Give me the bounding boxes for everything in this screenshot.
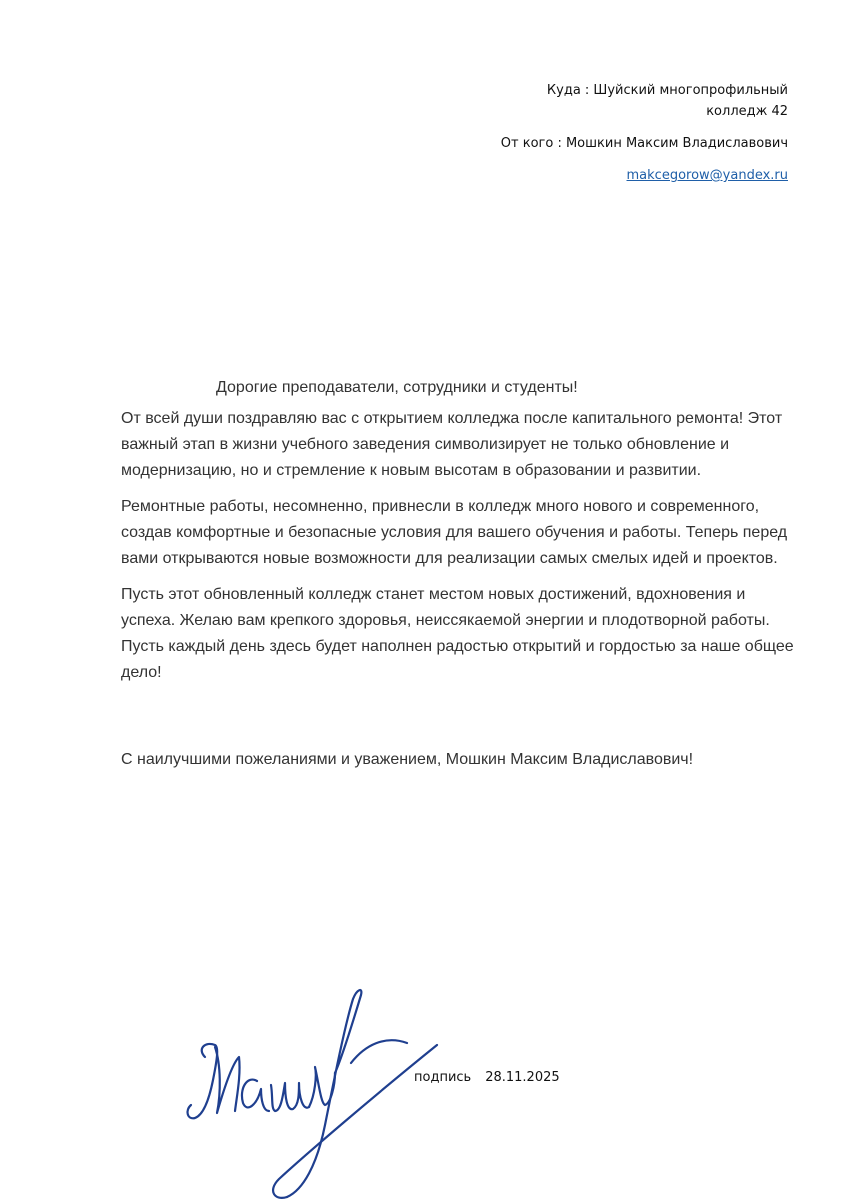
signature-line <box>414 1068 560 1088</box>
body-paragraph-3: Пусть этот обновленный колледж станет местом новых достижений, вдохновения и успеха. Желаю вам крепкого здоровья, неиссякаемой энергии и плодотворной работы. Пусть каждый день здесь будет наполнен радостью открытий и гордостью за наше общее дело! <box>121 586 794 681</box>
recipient-line-2: колледж 42 <box>706 104 788 119</box>
email-link[interactable]: makcegorow@yandex.ru <box>626 168 788 183</box>
signature-date: 28.11.2025 <box>485 1070 560 1085</box>
email-line <box>428 165 788 186</box>
letter-body <box>121 406 801 696</box>
letter-header <box>428 80 788 186</box>
signature-label: подпись <box>414 1070 472 1085</box>
sender-line: От кого : Мошкин Максим Владиславович <box>500 136 788 151</box>
letter-closing: С наилучшими пожеланиями и уважением, Мошкин Максим Владиславович! <box>121 751 694 768</box>
recipient-line-1: Куда : Шуйский многопрофильный <box>546 83 788 98</box>
handwritten-signature <box>175 985 445 1200</box>
body-paragraph-2: Ремонтные работы, несомненно, привнесли в колледж много нового и современного, создав комфортные и безопасные условия для вашего обучения и работы. Теперь перед вами открываются новые возможности для реализации самых смелых идей и проектов. <box>121 498 788 567</box>
letter-greeting: Дорогие преподаватели, сотрудники и студенты! <box>216 379 578 396</box>
body-paragraph-1: От всей души поздравляю вас с открытием колледжа после капитального ремонта! Этот важный этап в жизни учебного заведения символизирует не только обновление и модернизацию, но и стремление к новым высотам в образовании и развитии. <box>121 410 783 479</box>
